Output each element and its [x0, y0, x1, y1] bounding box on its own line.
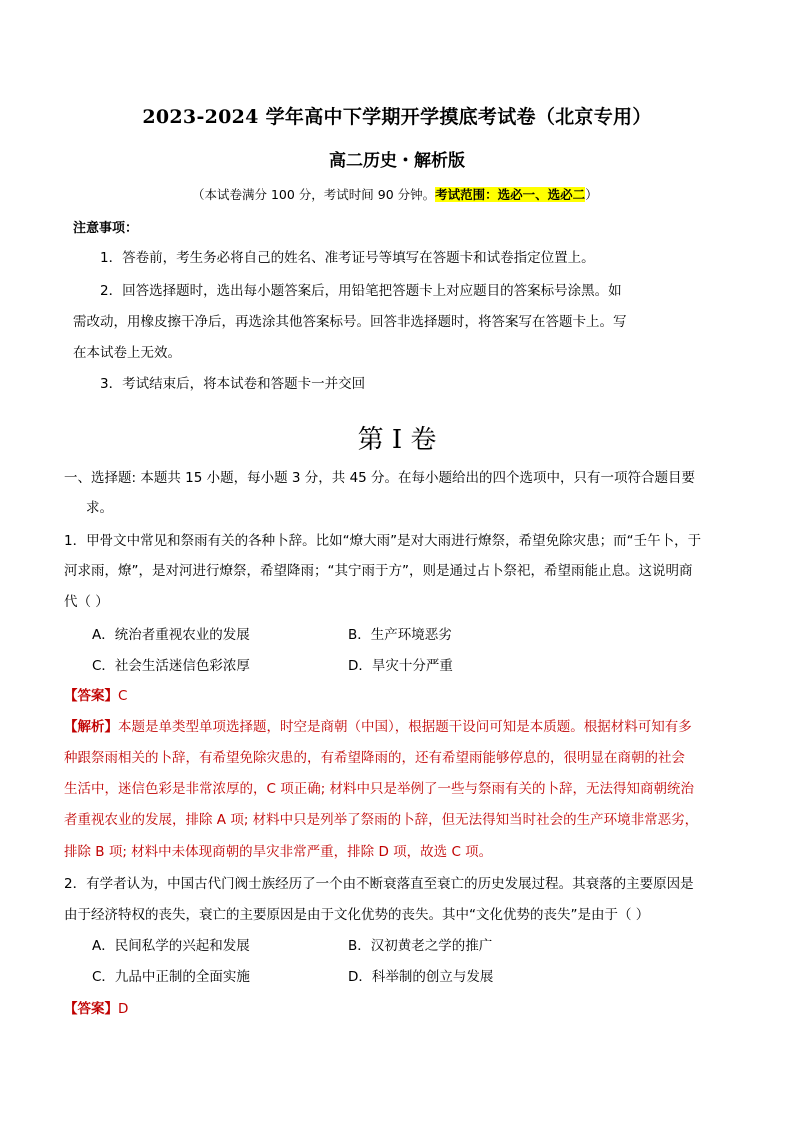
answer-value: C [118, 688, 128, 704]
exam-meta [192, 185, 598, 203]
analysis-text: 本题是单类型单项选择题，时空是商朝（中国），根据题干设问可知是本质题。根据材料可知有多 [118, 719, 692, 735]
q1-option-c: C．社会生活迷信色彩浓厚 [92, 658, 250, 674]
meta-prefix: （本试卷满分 100 分，考试时间 90 分钟。 [192, 187, 436, 202]
notice-item-1: 1．答卷前，考生务必将自己的姓名、准考证号等填写在答题卡和试卷指定位置上。 [100, 250, 595, 266]
q1-answer [64, 684, 127, 704]
exam-title: 2023-2024 学年高中下学期开学摸底考试卷（北京专用） [142, 106, 652, 128]
notice-item-3: 3．考试结束后，将本试卷和答题卡一并交回 [100, 376, 366, 392]
q1-stem-line-3: 代（ ） [64, 594, 109, 610]
q1-stem-line-1: 1．甲骨文中常见和祭雨有关的各种卜辞。比如“燎大雨”是对大雨进行燎祭，希望免除灾患；而“壬午卜，于 [64, 533, 702, 549]
notice-item-2-line-1: 2．回答选择题时，选出每小题答案后，用铅笔把答题卡上对应题目的答案标号涂黑。如 [100, 283, 622, 299]
q1-analysis-line-5: 排除 B 项; 材料中未体现商朝的旱灾非常严重，排除 D 项，故选 C 项。 [64, 844, 493, 860]
exam-subtitle: 高二历史・解析版 [329, 151, 465, 171]
notice-item-2-line-2: 需改动，用橡皮擦干净后，再选涂其他答案标号。回答非选择题时，将答案写在答题卡上。写 [73, 314, 627, 330]
section-title: 第 I 卷 [357, 425, 437, 455]
q2-stem-line-1: 2．有学者认为，中国古代门阀士族经历了一个由不断衰落直至衰亡的历史发展过程。其衰落的主要原因是 [64, 876, 694, 892]
section-instructions-line-2: 求。 [86, 500, 113, 516]
answer-value: D [118, 1001, 129, 1017]
notice-item-2-line-3: 在本试卷上无效。 [73, 345, 181, 361]
q1-stem-line-2: 河求雨，燎”，是对河进行燎祭，希望降雨；“其宁雨于方”，则是通过占卜祭祀，希望雨能止息。这说明商 [64, 563, 693, 579]
meta-suffix: ） [585, 187, 598, 202]
q2-answer [64, 997, 128, 1017]
q1-option-d: D．旱灾十分严重 [348, 658, 453, 674]
q2-option-a: A．民间私学的兴起和发展 [92, 938, 250, 954]
q1-analysis-line-2: 种跟祭雨相关的卜辞，有希望免除灾患的，有希望降雨的，还有希望雨能够停息的，很明显在商朝的社会 [64, 750, 685, 766]
exam-scope-highlight: 考试范围：选必一、选必二 [435, 187, 586, 202]
answer-label: 【答案】 [64, 1001, 118, 1017]
q2-stem-line-2: 由于经济特权的丧失，衰亡的主要原因是由于文化优势的丧失。其中“文化优势的丧失”是由于（ ） [64, 907, 650, 923]
q1-analysis-line-4: 者重视农业的发展，排除 A 项; 材料中只是列举了祭雨的卜辞，但无法得知当时社会的生产环境非常恶劣， [64, 812, 699, 828]
q1-option-b: B．生产环境恶劣 [348, 627, 452, 643]
analysis-label: 【解析】 [64, 719, 118, 735]
answer-label: 【答案】 [64, 688, 118, 704]
q1-option-a: A．统治者重视农业的发展 [92, 627, 250, 643]
q2-option-c: C．九品中正制的全面实施 [92, 969, 250, 985]
q1-analysis-line-3: 生活中，迷信色彩是非常浓厚的，C 项正确; 材料中只是举例了一些与祭雨有关的卜辞，无法得知商朝统治 [64, 781, 695, 797]
q2-option-b: B．汉初黄老之学的推广 [348, 938, 493, 954]
q2-option-d: D．科举制的创立与发展 [348, 969, 494, 985]
notice-heading: 注意事项： [73, 221, 139, 236]
section-instructions-line-1: 一、选择题: 本题共 15 小题，每小题 3 分，共 45 分。在每小题给出的四个选项中，只有一项符合题目要 [64, 470, 696, 486]
q1-analysis-line-1 [64, 715, 692, 735]
